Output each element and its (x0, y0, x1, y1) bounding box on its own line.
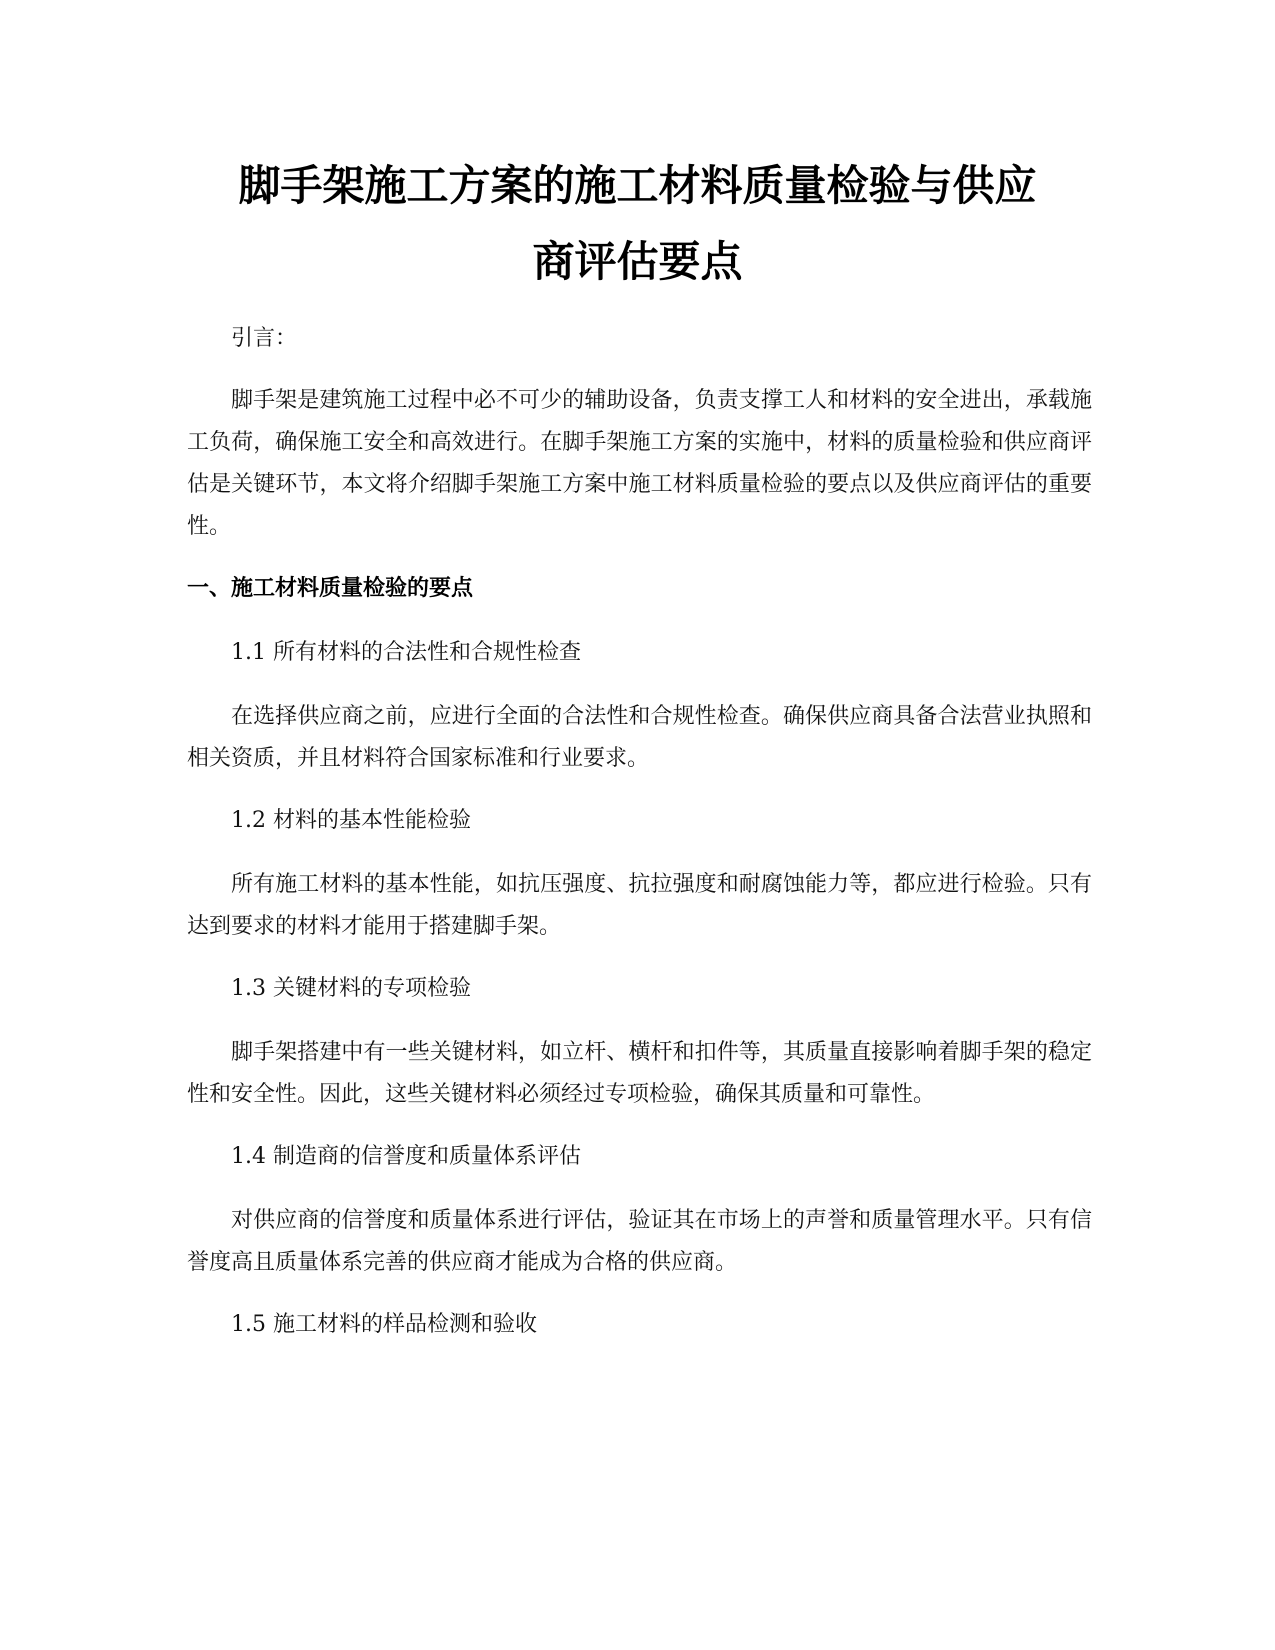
title-line-2: 商评估要点 (532, 237, 743, 286)
subsection-1-3-heading: 1.3 关键材料的专项检验 (231, 976, 471, 1001)
document-title (150, 148, 1125, 300)
intro-label: 引言： (231, 326, 298, 351)
subsection-1-4-paragraph: 对供应商的信誉度和质量体系进行评估，验证其在市场上的声誉和质量管理水平。只有信誉度高且质量体系完善的供应商才能成为合格的供应商。 (187, 1208, 1092, 1275)
subsection-1-3-paragraph: 脚手架搭建中有一些关键材料，如立杆、横杆和扣件等，其质量直接影响着脚手架的稳定性和安全性。因此，这些关键材料必须经过专项检验，确保其质量和可靠性。 (187, 1040, 1092, 1107)
subsection-1-1-heading: 1.1 所有材料的合法性和合规性检查 (231, 640, 581, 665)
subsection-1-4-heading: 1.4 制造商的信誉度和质量体系评估 (231, 1144, 581, 1169)
subsection-1-1-paragraph: 在选择供应商之前，应进行全面的合法性和合规性检查。确保供应商具备合法营业执照和相关资质，并且材料符合国家标准和行业要求。 (187, 704, 1092, 771)
section-1-heading: 一、施工材料质量检验的要点 (187, 576, 474, 601)
intro-paragraph: 脚手架是建筑施工过程中必不可少的辅助设备，负责支撑工人和材料的安全进出，承载施工负荷，确保施工安全和高效进行。在脚手架施工方案的实施中，材料的质量检验和供应商评估是关键环节，本文将介绍脚手架施工方案中施工材料质量检验的要点以及供应商评估的重要性。 (187, 388, 1092, 539)
subsection-1-2-heading: 1.2 材料的基本性能检验 (231, 808, 471, 833)
subsection-1-5-heading: 1.5 施工材料的样品检测和验收 (231, 1312, 537, 1337)
subsection-1-2-paragraph: 所有施工材料的基本性能，如抗压强度、抗拉强度和耐腐蚀能力等，都应进行检验。只有达到要求的材料才能用于搭建脚手架。 (187, 872, 1092, 939)
title-line-1: 脚手架施工方案的施工材料质量检验与供应 (238, 161, 1037, 210)
document-body (187, 318, 1092, 1368)
